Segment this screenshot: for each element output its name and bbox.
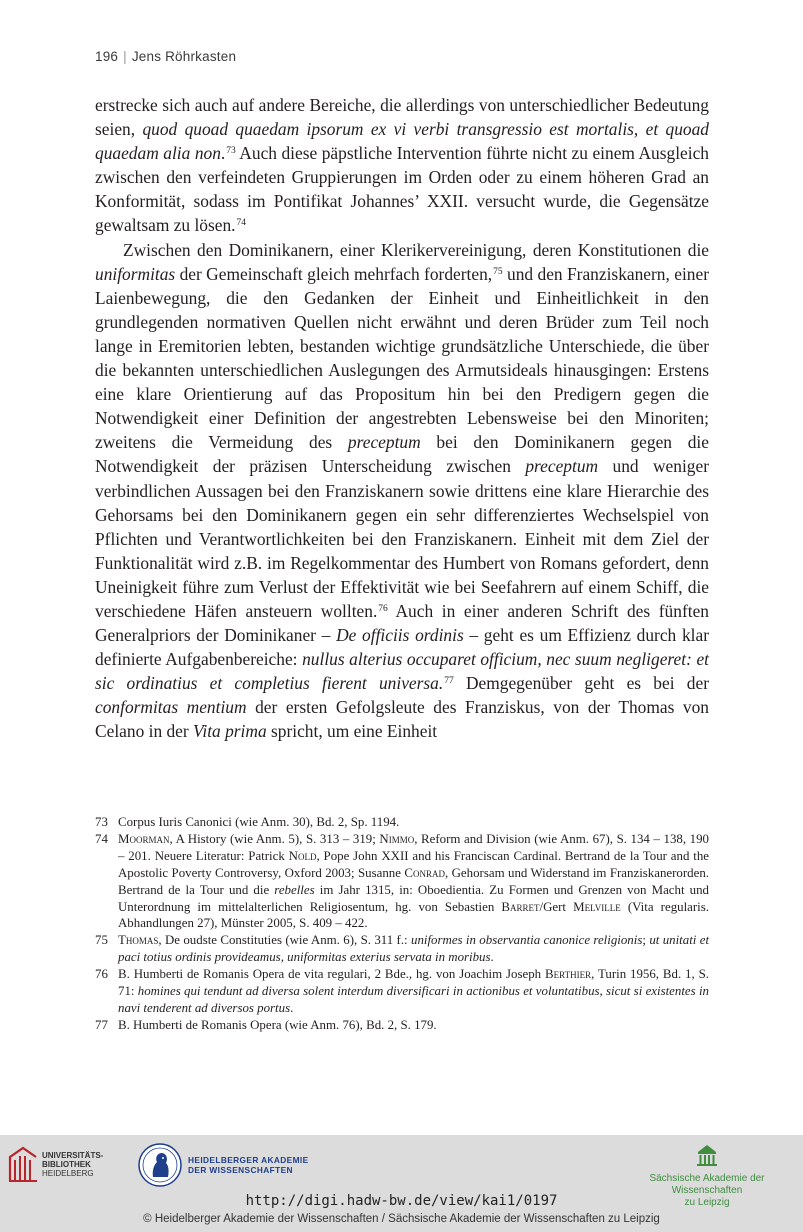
- latin-quote: quod quoad quaedam ipsorum ex vi verbi transgressio est mortalis, et quoad quaedam alia non: [95, 119, 709, 164]
- text-run: im Jahr 1315, in: Oboedientia. Zu Formen und Grenzen von Macht und Unterordnung im mittelalterlichen Religiosentum, hg. von Sebastien: [118, 882, 709, 914]
- ub-line-3: HEIDELBERG: [42, 1169, 94, 1178]
- text-run: , Reform and Division (wie Anm. 67), S. 134 – 138, 190 – 201. Neuere Literatur: Patrick: [118, 831, 709, 863]
- footnote-ref-73[interactable]: 73: [226, 146, 236, 157]
- footnote-text: B. Humberti de Romanis Opera (wie Anm. 76), Bd. 2, S. 179.: [118, 1017, 437, 1032]
- footnote-text: [118, 831, 709, 932]
- text-run: erstrecke sich auch auf andere Bereiche, die allerdings von unterschiedlicher Bedeutung seien,: [95, 95, 709, 140]
- footnote-text: [118, 932, 709, 966]
- page-number: 196: [95, 49, 119, 64]
- author-smallcaps: Thomas: [118, 933, 159, 948]
- footnote-74: [95, 831, 709, 932]
- author-smallcaps: Nimmo: [379, 831, 415, 846]
- latin-title: De officiis ordinis: [336, 625, 464, 646]
- hadw-line-1: HEIDELBERGER AKADEMIE: [188, 1155, 309, 1165]
- text-run: ,: [280, 950, 288, 965]
- author-smallcaps: Berthier: [545, 967, 592, 982]
- footnote-75: [95, 932, 709, 966]
- footnote-number: 77: [95, 1017, 108, 1032]
- text-run: der Gemeinschaft gleich mehrfach forderten,: [175, 263, 493, 284]
- ub-name: [42, 1151, 103, 1178]
- main-text: [95, 93, 709, 744]
- saw-building-icon: [696, 1143, 718, 1167]
- text-run: und den Franziskanern, einer Laienbewegung, die den Gedanken der Einheit und Einheitlichkeit in den grundlegenden normativen Quellen nicht erwähnt und deren Brüder zum Teil noch lange in Eremitorien lebten, bestanden wichtige grundsätzliche Unterschiede, die über die bekannten unterschiedlichen Auslegungen des Armutsideals hinausgingen: Erstens eine klare Orientierung auf das Propositum hin bei den Predigern gegen die Notwendigkeit einer Definition der angestrebten Lebensweise bei den Minoriten; zweitens die Vermeidung des: [95, 263, 709, 453]
- text-run: B. Humberti de Romanis Opera de vita regulari, 2 Bde., hg. von Joachim Joseph: [118, 967, 546, 982]
- text-run: , De oudste Constituties (wie Anm. 6), S. 311 f.:: [158, 933, 411, 948]
- latin-term: preceptum: [525, 456, 599, 477]
- latin-quote: nullus alterius occuparet officium, nec suum negligeret: et sic ordinatius et completius fierent universa.: [95, 649, 709, 694]
- hadw-line-2: DER WISSENSCHAFTEN: [188, 1165, 293, 1175]
- text-run: /Gert: [539, 899, 574, 914]
- text-run: Auch diese päpstliche Intervention führte nicht zu einem Ausgleich zwischen den verfeindeten Gruppierungen im Orden oder zu einem höheren Grad an Konformität, sodass im Pontifikat Johannes’ XXII. versucht wurde, die Gegensätze gewaltsam zu lösen.: [95, 143, 709, 236]
- text-run: ;: [642, 933, 650, 948]
- text-run: , Gehorsam und Widerstand im Franziskanerorden. Bertrand de la Tour und die: [118, 865, 709, 897]
- footnote-text: [118, 966, 709, 1017]
- text-run: , Pope John XXII and his Franciscan Cardinal. Bertrand de la Tour and the Apostolic Poverty Controversy, Oxford 2003; Susanne: [118, 848, 709, 880]
- ub-heidelberg-logo[interactable]: [8, 1145, 103, 1183]
- text-run: und weniger verbindlichen Aussagen bei den Franziskanern sowie drittens eine klare Hierarchie des Gehorsams bei den Dominikanern gegen ein sehr differenziertes Wechselspiel von Pflichten und Verantwortlichkeiten bei den Franziskanern. Einheit mit dem Ziel der Funktionalität wird z.B. im Regelkommentar des Humbert von Romans gefordert, denn Uneinigkeit führe zum Verlust der Effektivität wie bei Seefahrern auf einem Schiff, die verschiedene Häfen ansteuern wollten.: [95, 456, 709, 621]
- hadw-portrait-icon: [138, 1143, 182, 1187]
- footnote-number: 73: [95, 815, 108, 829]
- author-smallcaps: Moorman: [118, 831, 170, 846]
- text-run: Zwischen den Dominikanern, einer Klerikervereinigung, deren Konstitutionen die: [123, 239, 709, 260]
- hadw-name: [188, 1155, 309, 1175]
- author-smallcaps: Barret: [501, 899, 540, 914]
- author-smallcaps: Conrad: [404, 865, 445, 880]
- latin-term: uniformitas: [95, 263, 176, 284]
- latin-quote: uniformitas exterius servata in moribus: [287, 950, 491, 965]
- text-run: Auch in einer anderen Schrift des fünften Generalpriors der Dominikaner –: [95, 600, 709, 646]
- text-run: spricht, um eine Einheit: [266, 721, 438, 742]
- author-smallcaps: Nold: [288, 848, 317, 863]
- latin-quote: homines qui tendunt ad diversa solent interdum diversificari in actionibus et voluntatibus, sicut si existentes in navi tenderent ad diversos portus: [118, 984, 709, 1015]
- footnote-number: 74: [95, 831, 108, 846]
- digitization-footer: [0, 1135, 803, 1232]
- latin-title: Vita prima: [193, 721, 267, 742]
- footnote-number: 75: [95, 933, 108, 948]
- text-run: Demgegenüber geht es bei der: [453, 673, 709, 694]
- author-smallcaps: Melville: [573, 899, 621, 914]
- latin-quote: ut unitati et paci totius ordinis provideamus: [118, 933, 710, 965]
- footnotes: [95, 814, 709, 1034]
- footnote-76: [95, 966, 709, 1017]
- copyright-notice: © Heidelberger Akademie der Wissenschaften / Sächsische Akademie der Wissenschaften zu Leipzig: [143, 1213, 660, 1225]
- footnote-77: [95, 1017, 709, 1034]
- latin-term: rebelles: [274, 882, 315, 897]
- paragraph-1: [95, 93, 709, 238]
- text-run: , Turin 1956, Bd. 1, S. 71:: [118, 967, 709, 999]
- hadw-logo[interactable]: [138, 1143, 309, 1187]
- text-run: bei den Dominikanern gegen die Notwendigkeit der präzisen Unterscheidung zwischen: [95, 432, 709, 477]
- text-run: – geht es um Effizienz durch klar definierte Aufgabenbereiche:: [95, 625, 709, 670]
- footnote-73: [95, 814, 709, 831]
- latin-term: preceptum: [347, 432, 421, 453]
- text-run: (Vita regularis. Abhandlungen 27), Münster 2005, S. 409 – 422.: [118, 899, 709, 931]
- saw-line-1: Sächsische Akademie der Wissenschaften: [649, 1173, 765, 1196]
- text-run: , A History (wie Anm. 5), S. 313 – 319;: [169, 831, 380, 846]
- ub-building-icon: [8, 1145, 38, 1183]
- paragraph-2: [95, 238, 709, 744]
- footnote-ref-75[interactable]: 75: [493, 266, 503, 277]
- ub-line-1: UNIVERSITÄTS-: [42, 1151, 104, 1160]
- footnote-ref-74[interactable]: 74: [236, 218, 247, 229]
- latin-quote: uniformes in observantia canonice religionis: [411, 933, 643, 948]
- saw-line-2: zu Leipzig: [684, 1197, 730, 1208]
- text-run: .: [490, 950, 494, 965]
- author-name: Jens Röhrkasten: [131, 49, 237, 64]
- text-run: der ersten Gefolgsleute des Franziskus, von der Thomas von Celano in der: [95, 697, 710, 742]
- permalink-url[interactable]: http://digi.hadw-bw.de/view/kai1/0197: [245, 1193, 558, 1209]
- footnote-number: 76: [95, 967, 108, 982]
- header-separator: |: [123, 49, 127, 64]
- latin-term: conformitas mentium: [95, 697, 247, 718]
- ub-line-2: BIBLIOTHEK: [42, 1160, 91, 1169]
- footnote-ref-76[interactable]: 76: [378, 603, 388, 614]
- footnote-ref-77[interactable]: 77: [444, 676, 454, 687]
- text-run: .: [220, 143, 226, 164]
- footnote-text: Corpus Iuris Canonici (wie Anm. 30), Bd. 2, Sp. 1194.: [118, 815, 400, 829]
- running-head: [95, 49, 236, 64]
- text-run: .: [290, 1000, 294, 1015]
